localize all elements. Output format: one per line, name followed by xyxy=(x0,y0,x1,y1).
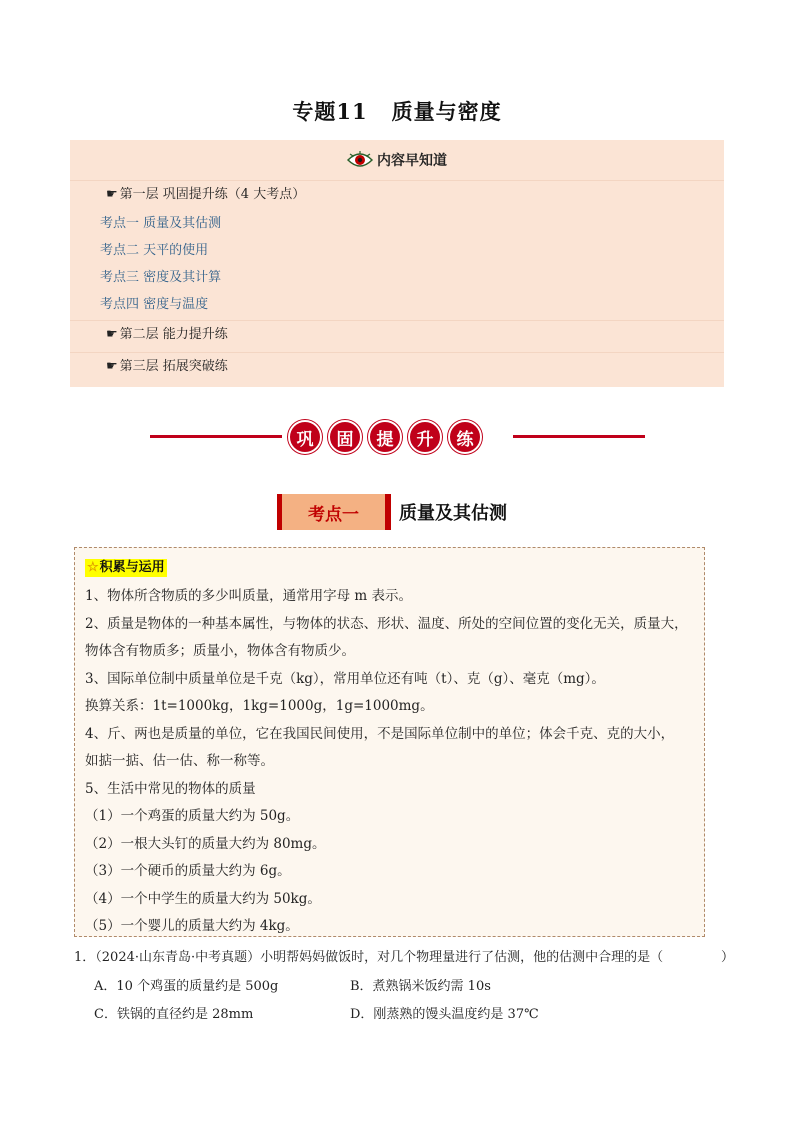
toc-point-1[interactable] xyxy=(70,210,724,238)
toc-layer-2-label: 第二层 能力提升练 xyxy=(119,327,228,342)
question-options xyxy=(94,973,734,1029)
option-c[interactable]: C．铁锅的直径约是 28mm xyxy=(94,1007,254,1022)
toc-layer-3[interactable] xyxy=(70,352,724,380)
question-stem-text: 1．（2024·山东青岛·中考真题）小明帮妈妈做饭时，对几个物理量进行了估测，他的估测中合理的是（ xyxy=(74,950,664,965)
section-banner xyxy=(150,420,645,454)
pointing-hand-icon: ☛ xyxy=(106,187,118,202)
banner-line-right xyxy=(513,435,645,438)
banner-char: 巩 xyxy=(288,420,322,454)
knowledge-label-text: 积累与运用 xyxy=(99,560,165,575)
banner-char: 练 xyxy=(448,420,482,454)
toc-point-2[interactable] xyxy=(70,237,724,265)
knowledge-label xyxy=(85,559,167,577)
knowledge-line: 换算关系：1t=1000kg，1kg=1000g，1g=1000mg。 xyxy=(85,698,434,714)
knowledge-line: （4）一个中学生的质量大约为 50kg。 xyxy=(85,890,321,907)
question-stem xyxy=(74,947,734,969)
banner-char: 固 xyxy=(328,420,362,454)
section-badge: 考点一 xyxy=(277,494,385,530)
option-a[interactable]: A．10 个鸡蛋的质量约是 500g xyxy=(94,979,279,994)
question-answer-blank[interactable]: ） xyxy=(720,950,734,965)
title-topic: 专题11 xyxy=(292,99,368,124)
toc-heading xyxy=(70,140,724,180)
eye-icon xyxy=(347,151,373,169)
toc-layer-3-label: 第三层 拓展突破练 xyxy=(119,359,228,374)
option-b[interactable]: B．煮熟锅米饭约需 10s xyxy=(350,979,491,994)
toc-heading-text: 内容早知道 xyxy=(377,153,447,169)
toc-point-4[interactable] xyxy=(70,291,724,319)
pointing-hand-icon: ☛ xyxy=(106,327,118,342)
knowledge-line: （2）一根大头钉的质量大约为 80mg。 xyxy=(85,835,326,852)
knowledge-line: 如掂一掂、估一估、称一称等。 xyxy=(85,753,274,769)
toc-point-1-label: 考点一 质量及其估测 xyxy=(100,216,222,231)
toc-layer-2[interactable] xyxy=(70,320,724,348)
banner-line-left xyxy=(150,435,282,438)
toc-point-3-label: 考点三 密度及其计算 xyxy=(100,270,222,285)
knowledge-line: （5）一个婴儿的质量大约为 4kg。 xyxy=(85,918,299,934)
knowledge-box xyxy=(74,547,705,937)
banner-char: 提 xyxy=(368,420,402,454)
question-1 xyxy=(74,947,734,1029)
table-of-contents xyxy=(70,140,724,387)
banner-char: 升 xyxy=(408,420,442,454)
knowledge-line: 2、质量是物体的一种基本属性，与物体的状态、形状、温度、所处的空间位置的变化无关，质量大， xyxy=(85,615,688,632)
title-name: 质量与密度 xyxy=(391,99,502,124)
toc-point-2-label: 考点二 天平的使用 xyxy=(100,243,209,258)
knowledge-line: 物体含有物质多；质量小，物体含有物质少。 xyxy=(85,643,355,659)
toc-point-4-label: 考点四 密度与温度 xyxy=(100,297,209,312)
knowledge-line: 3、国际单位制中质量单位是千克（kg），常用单位还有吨（t）、克（g）、毫克（mg）。 xyxy=(85,670,605,687)
knowledge-line: 1、物体所含物质的多少叫质量，通常用字母 m 表示。 xyxy=(85,588,412,604)
section-heading xyxy=(277,494,507,530)
page-title xyxy=(0,96,794,126)
knowledge-line: 5、生活中常见的物体的质量 xyxy=(85,780,256,797)
toc-layer-1[interactable] xyxy=(70,180,724,208)
pointing-hand-icon: ☛ xyxy=(106,359,118,374)
knowledge-line: （1）一个鸡蛋的质量大约为 50g。 xyxy=(85,808,300,824)
knowledge-line: （3）一个硬币的质量大约为 6g。 xyxy=(85,863,291,879)
toc-point-3[interactable] xyxy=(70,264,724,292)
knowledge-line: 4、斤、两也是质量的单位，它在我国民间使用，不是国际单位制中的单位；体会千克、克的大小， xyxy=(85,725,675,742)
option-d[interactable]: D．刚蒸熟的馒头温度约是 37℃ xyxy=(350,1007,539,1022)
banner-circles xyxy=(288,420,482,454)
star-icon: ☆ xyxy=(87,560,99,575)
toc-layer-1-label: 第一层 巩固提升练（4 大考点） xyxy=(119,187,306,202)
section-title: 质量及其估测 xyxy=(399,503,507,524)
